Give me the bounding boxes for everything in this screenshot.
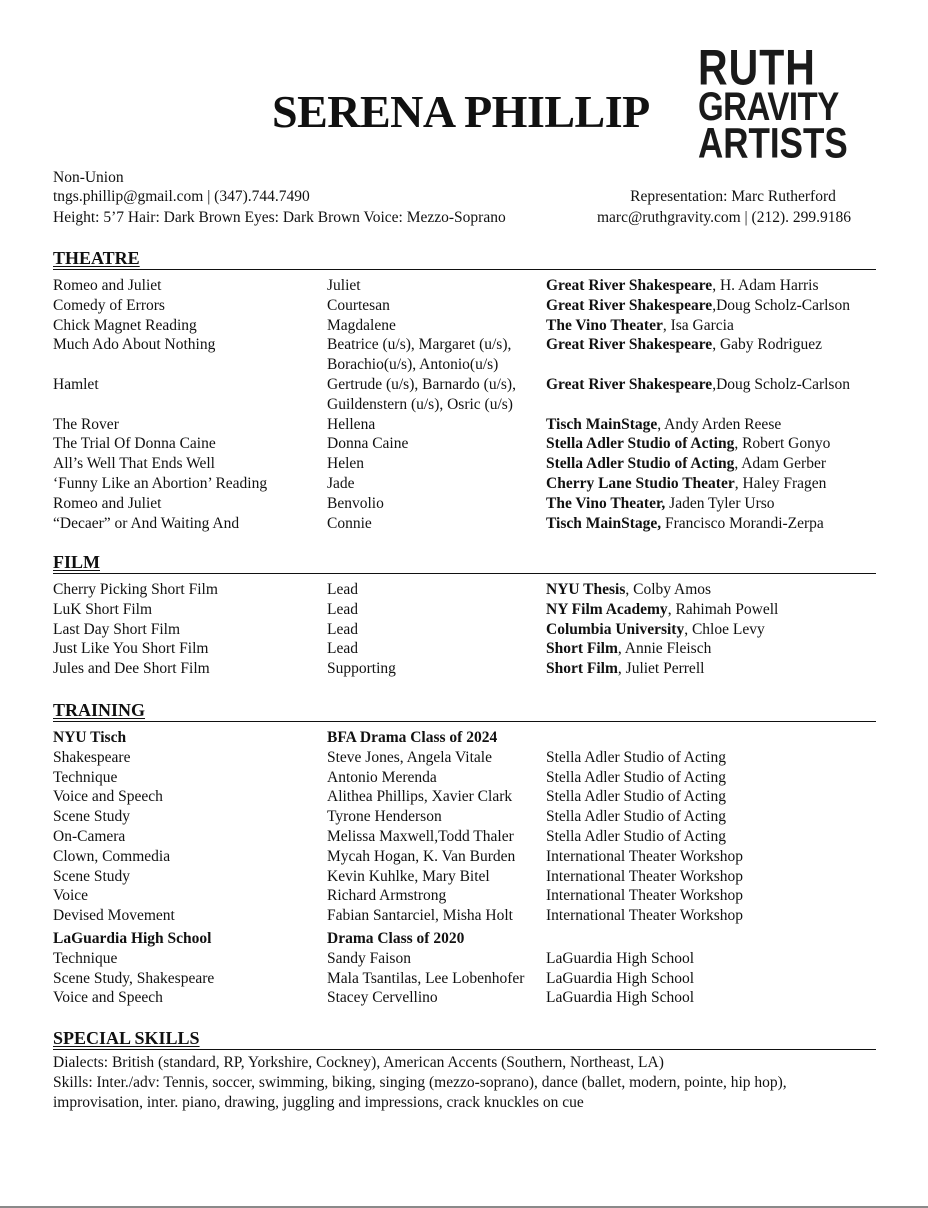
credit-director: , Rahimah Powell: [667, 600, 779, 618]
credit-row: [53, 600, 893, 620]
credit-venue: NY Film Academy: [546, 600, 668, 618]
training-place: Stella Adler Studio of Acting: [546, 768, 726, 786]
credit-role: Supporting: [327, 660, 396, 678]
credit-venue: Stella Adler Studio of Acting: [546, 455, 735, 473]
training-subject: Technique: [53, 949, 118, 967]
credit-director: ,Doug Scholz-Carlson: [712, 296, 850, 314]
credit-venue: NYU Thesis: [546, 581, 626, 598]
training-subject: Clown, Commedia: [53, 847, 171, 865]
training-heading: TRAINING: [53, 701, 876, 722]
credit-venue: The Vino Theater,: [546, 494, 666, 512]
credit-title: Much Ado About Nothing: [53, 336, 216, 354]
training-subject: Technique: [53, 768, 118, 786]
training-place: LaGuardia High School: [546, 989, 695, 1007]
training-row: [53, 886, 893, 906]
credit-director: , Robert Gonyo: [734, 435, 831, 453]
credit-director: , Andy Arden Reese: [657, 415, 782, 433]
credit-title: Just Like You Short Film: [53, 640, 209, 658]
credit-role: Magdalene: [327, 316, 396, 334]
credit-title: ‘Funny Like an Abortion’ Reading: [53, 474, 268, 492]
training-place: Stella Adler Studio of Acting: [546, 748, 726, 766]
skills-text: Skills: Inter./adv: Tennis, soccer, swimming, biking, singing (mezzo-soprano), dance (ballet, modern, pointe, hip hop),: [53, 1074, 787, 1091]
credit-venue: Great River Shakespeare: [546, 277, 713, 294]
credit-role: Benvolio: [327, 494, 384, 512]
training-row: [53, 807, 893, 827]
representation-name: Representation: Marc Rutherford: [630, 188, 836, 205]
credit-row: [53, 335, 893, 375]
training-row: [53, 748, 893, 768]
training-subject: On-Camera: [53, 827, 126, 845]
training-place: Stella Adler Studio of Acting: [546, 788, 726, 806]
credit-director: , Haley Fragen: [734, 474, 827, 492]
credit-company: [546, 434, 830, 454]
credit-venue: Great River Shakespeare: [546, 296, 713, 314]
training-row: [53, 768, 893, 788]
credit-director: Jaden Tyler Urso: [665, 494, 775, 512]
credit-company: [546, 659, 704, 679]
training-row: [53, 906, 893, 926]
credit-title: Cherry Picking Short Film: [53, 581, 218, 598]
credit-role: Hellena: [327, 415, 376, 433]
credit-company: [546, 600, 778, 620]
credit-role: Juliet: [327, 277, 361, 294]
training-row: [53, 969, 893, 989]
theatre-list: [53, 276, 893, 533]
credit-role: Beatrice (u/s), Margaret (u/s), Borachio(u/s), Antonio(u/s): [327, 336, 512, 374]
training-teachers: Alithea Phillips, Xavier Clark: [327, 788, 513, 806]
credit-title: LuK Short Film: [53, 600, 153, 618]
credit-role: Gertrude (u/s), Barnardo (u/s), Guildenstern (u/s), Osric (u/s): [327, 375, 516, 413]
special-skills-block: [53, 1053, 883, 1113]
credit-company: [546, 514, 824, 534]
training-row: [53, 867, 893, 887]
training-row: [53, 787, 893, 807]
credit-role: Lead: [327, 600, 358, 618]
credit-row: [53, 494, 893, 514]
credit-row: [53, 580, 893, 600]
credit-company: [546, 580, 711, 600]
credit-venue: Cherry Lane Studio Theater: [546, 474, 735, 492]
training-row: [53, 949, 893, 969]
training-subject: Shakespeare: [53, 748, 131, 766]
credit-company: [546, 494, 775, 514]
credit-role: Donna Caine: [327, 435, 409, 453]
credit-director: , H. Adam Harris: [712, 277, 819, 294]
credit-venue: Great River Shakespeare: [546, 336, 713, 354]
logo-line: RUTH: [698, 39, 816, 96]
credit-title: Hamlet: [53, 375, 99, 393]
training-teachers: Stacey Cervellino: [327, 989, 438, 1007]
training-subject: Devised Movement: [53, 907, 175, 925]
credit-row: [53, 620, 893, 640]
training-subject: Voice: [53, 887, 89, 905]
training-teachers: Mycah Hogan, K. Van Burden: [327, 847, 516, 865]
credit-director: , Colby Amos: [625, 581, 712, 598]
credit-row: [53, 474, 893, 494]
credit-role: Courtesan: [327, 296, 390, 314]
credit-title: Chick Magnet Reading: [53, 316, 197, 334]
credit-director: , Isa Garcia: [662, 316, 734, 334]
training-teachers: Richard Armstrong: [327, 887, 447, 905]
training-school: LaGuardia High School: [53, 929, 212, 947]
credit-company: [546, 620, 765, 640]
training-row: [53, 847, 893, 867]
dialects-text: Dialects: British (standard, RP, Yorkshire, Cockney), American Accents (Southern, Northeast, LA): [53, 1054, 664, 1071]
contact-info: tngs.phillip@gmail.com | (347).744.7490: [53, 188, 310, 205]
film-heading: FILM: [53, 553, 876, 574]
training-place: LaGuardia High School: [546, 949, 695, 967]
representation-contact: marc@ruthgravity.com | (212). 299.9186: [597, 209, 851, 226]
agency-logo: [698, 39, 860, 168]
training-group-header: [53, 728, 893, 748]
credit-row: [53, 415, 893, 435]
training-teachers: Mala Tsantilas, Lee Lobenhofer: [327, 969, 525, 987]
training-program: Drama Class of 2020: [327, 929, 465, 947]
training-teachers: Melissa Maxwell,Todd Thaler: [327, 827, 514, 845]
training-teachers: Sandy Faison: [327, 949, 411, 967]
credit-venue: The Vino Theater: [546, 316, 663, 334]
training-subject: Voice and Speech: [53, 788, 163, 806]
logo-line: GRAVITY: [698, 83, 839, 129]
credit-company: [546, 276, 819, 296]
skills-text-continued: improvisation, inter. piano, drawing, juggling and impressions, crack knuckles on cue: [53, 1094, 584, 1111]
credit-company: [546, 296, 850, 316]
theatre-heading: THEATRE: [53, 249, 876, 270]
credit-row: [53, 659, 893, 679]
credit-row: [53, 375, 893, 415]
credit-role: Lead: [327, 640, 358, 658]
credit-director: , Gaby Rodriguez: [712, 336, 822, 354]
training-teachers: Tyrone Henderson: [327, 808, 442, 826]
credit-venue: Stella Adler Studio of Acting: [546, 435, 735, 453]
physical-stats: Height: 5’7 Hair: Dark Brown Eyes: Dark Brown Voice: Mezzo-Soprano: [53, 209, 506, 226]
credit-row: [53, 514, 893, 534]
credit-title: The Rover: [53, 415, 119, 433]
credit-venue: Short Film: [546, 640, 618, 658]
credit-director: , Juliet Perrell: [617, 660, 705, 678]
credit-role: Helen: [327, 455, 365, 473]
credit-company: [546, 415, 781, 435]
logo-line: ARTISTS: [698, 119, 848, 168]
credit-row: [53, 316, 893, 336]
credit-title: The Trial Of Donna Caine: [53, 435, 216, 453]
credit-row: [53, 639, 893, 659]
credit-company: [546, 375, 850, 395]
film-list: [53, 580, 893, 679]
training-place: LaGuardia High School: [546, 969, 695, 987]
credit-role: Connie: [327, 514, 372, 532]
credit-title: Comedy of Errors: [53, 296, 165, 314]
credit-role: Jade: [327, 474, 355, 492]
credit-company: [546, 335, 822, 355]
training-teachers: Antonio Merenda: [327, 768, 437, 786]
training-place: International Theater Workshop: [546, 907, 744, 925]
credit-role: Lead: [327, 620, 358, 638]
credit-title: All’s Well That Ends Well: [53, 455, 215, 473]
credit-director: , Adam Gerber: [734, 455, 827, 473]
special-skills-heading: SPECIAL SKILLS: [53, 1029, 876, 1050]
training-group-header: [53, 929, 893, 949]
credit-venue: Columbia University: [546, 620, 685, 638]
credit-venue: Tisch MainStage: [546, 415, 658, 433]
training-subject: Scene Study: [53, 808, 131, 826]
credit-row: [53, 454, 893, 474]
performer-name: SERENA PHILLIP: [272, 86, 650, 137]
training-place: International Theater Workshop: [546, 867, 744, 885]
credit-row: [53, 296, 893, 316]
credit-row: [53, 276, 893, 296]
credit-director: , Chloe Levy: [684, 620, 765, 638]
training-program: BFA Drama Class of 2024: [327, 729, 498, 746]
credit-title: Last Day Short Film: [53, 620, 181, 638]
credit-title: “Decaer” or And Waiting And: [53, 514, 240, 532]
credit-venue: Great River Shakespeare: [546, 375, 713, 393]
credit-company: [546, 639, 711, 659]
training-place: Stella Adler Studio of Acting: [546, 827, 726, 845]
training-subject: Voice and Speech: [53, 989, 163, 1007]
credit-title: Romeo and Juliet: [53, 277, 162, 294]
training-place: International Theater Workshop: [546, 887, 744, 905]
credit-row: [53, 434, 893, 454]
credit-company: [546, 474, 826, 494]
training-teachers: Fabian Santarciel, Misha Holt: [327, 907, 513, 925]
credit-venue: Short Film: [546, 660, 618, 678]
credit-title: Jules and Dee Short Film: [53, 660, 210, 678]
training-subject: Scene Study: [53, 867, 131, 885]
training-teachers: Kevin Kuhlke, Mary Bitel: [327, 867, 490, 885]
credit-title: Romeo and Juliet: [53, 494, 162, 512]
credit-company: [546, 454, 826, 474]
credit-director: , Annie Fleisch: [617, 640, 712, 658]
credit-role: Lead: [327, 581, 358, 598]
training-row: [53, 988, 893, 1008]
credit-director: ,Doug Scholz-Carlson: [712, 375, 850, 393]
training-place: International Theater Workshop: [546, 847, 744, 865]
training-list: [53, 728, 893, 1008]
training-row: [53, 827, 893, 847]
training-subject: Scene Study, Shakespeare: [53, 969, 215, 987]
credit-venue: Tisch MainStage,: [546, 514, 662, 532]
training-place: Stella Adler Studio of Acting: [546, 808, 726, 826]
union-status: Non-Union: [53, 169, 124, 186]
credit-director: Francisco Morandi-Zerpa: [661, 514, 824, 532]
training-school: NYU Tisch: [53, 729, 127, 746]
credit-company: [546, 316, 734, 336]
training-teachers: Steve Jones, Angela Vitale: [327, 748, 492, 766]
